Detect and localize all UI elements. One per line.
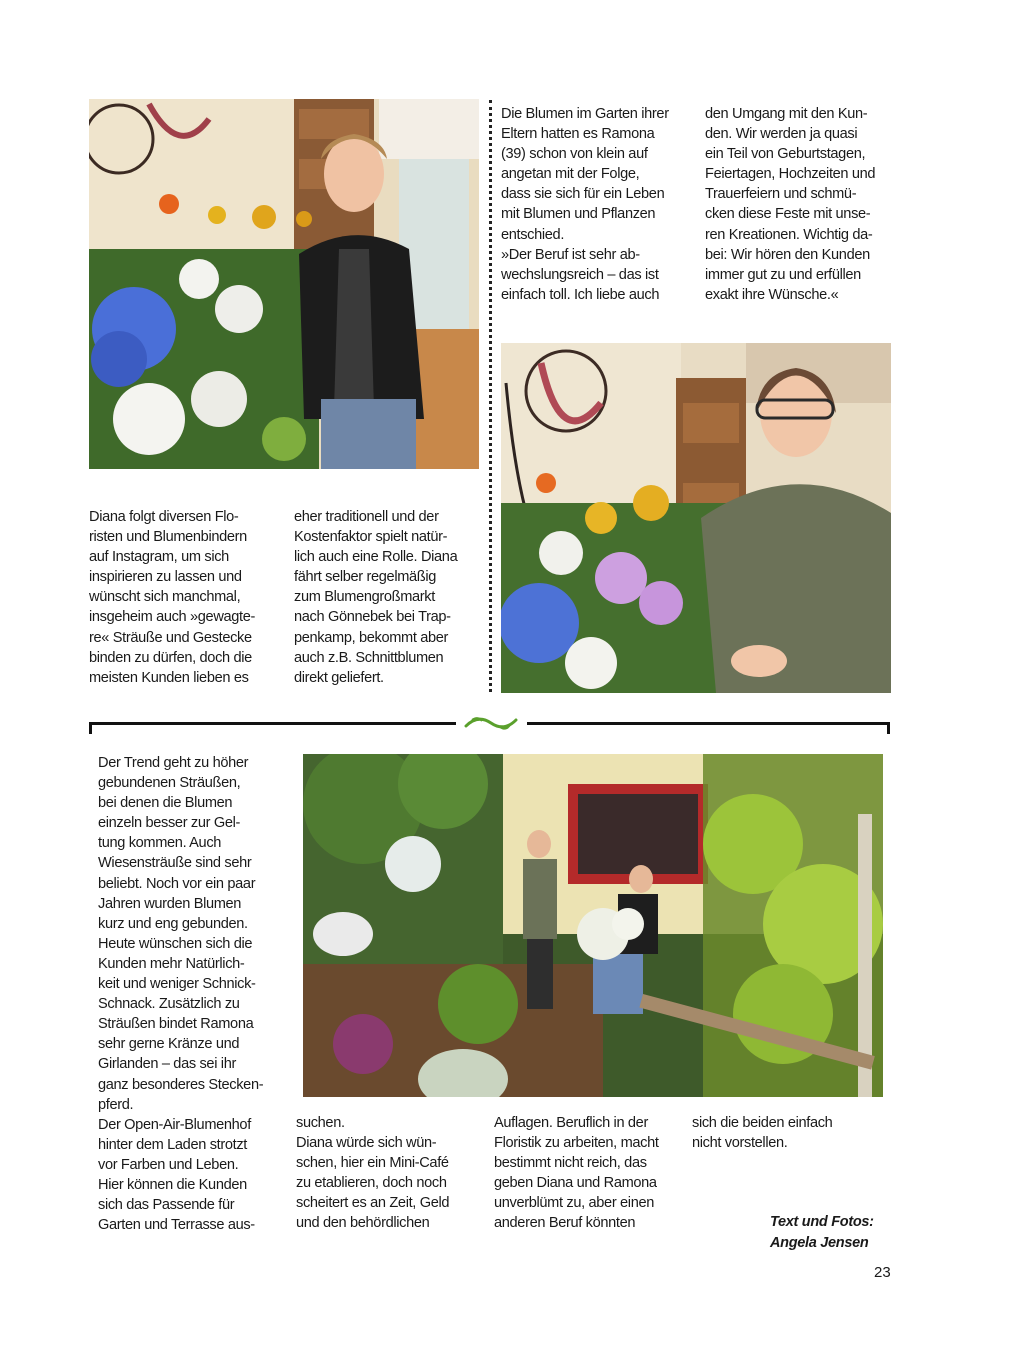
text-column-top-right-2: den Umgang mit den Kun- den. Wir werden ja quasi ein Teil von Geburtstagen, Feiertagen, Hochzeiten und Trauerfeiern und schmü- cken diese Feste mit unse- ren Kreationen. Wichtig da- bei: Wir hören den Kunden immer gut zu und erfüllen exakt ihre Wünsche.« bbox=[705, 106, 876, 303]
column-divider bbox=[489, 100, 492, 692]
leaf-ornament-icon bbox=[462, 712, 520, 734]
photo-diana bbox=[89, 99, 479, 469]
page-number: 23 bbox=[874, 1264, 891, 1281]
text-column-bottom-left: Der Trend geht zu höher gebundenen Sträußen, bei denen die Blumen einzeln besser zur Gel- tung kommen. Auch Wiesensträuße sind sehr beliebt. Noch vor ein paar Jahren wurden Blumen kurz und eng gebunden. Heute wünschen sich die Kunden mehr Natürlich- keit und weniger Schnick- Schnack. Zusätzlich zu Sträußen bindet Ramona sehr gerne Kränze und Girlanden – das sei ihr ganz besonderes Stecken- pferd. Der Open-Air-Blumenhof hinter dem Laden strotzt vor Farben und Leben. Hier können die Kunden sich das Passende für Garten und Terrasse aus- bbox=[98, 755, 264, 1234]
rule-end-left bbox=[89, 722, 92, 734]
text-column-mid-left-2: eher traditionell und der Kostenfaktor spielt natür- lich auch eine Rolle. Diana fährt selber regelmäßig zum Blumengroßmarkt nach Gönnebek bei Trap- penkamp, bekommt aber auch z.B. Schnittblumen direkt geliefert. bbox=[294, 509, 458, 686]
section-rule-left bbox=[89, 722, 456, 725]
photo-ramona bbox=[501, 343, 891, 693]
text-column-bottom-3: Auflagen. Beruflich in der Floristik zu arbeiten, macht bestimmt nicht reich, das geben Diana und Ramona unverblümt zu, aber einen anderen Beruf könnten bbox=[494, 1115, 659, 1232]
text-column-mid-left-1: Diana folgt diversen Flo- risten und Blumenbindern auf Instagram, um sich inspirieren zu lassen und wünscht sich manchmal, insgeheim auch »gewagte- re« Sträuße und Gestecke binden zu dürfen, doch die meisten Kunden lieben es bbox=[89, 509, 256, 686]
section-rule-right bbox=[527, 722, 890, 725]
rule-end-right bbox=[887, 722, 890, 734]
text-column-top-right-1: Die Blumen im Garten ihrer Eltern hatten es Ramona (39) schon von klein auf angetan mit der Folge, dass sie sich für ein Leben mit Blumen und Pflanzen entschied. »Der Beruf ist sehr ab- wechslungsreich – das ist einfach toll. Ich liebe auch bbox=[501, 106, 669, 303]
text-column-bottom-4: sich die beiden einfach nicht vorstellen. bbox=[692, 1115, 833, 1152]
text-column-bottom-2: suchen. Diana würde sich wün- schen, hier ein Mini-Café zu etablieren, doch noch scheitert es an Zeit, Geld und den behördlichen bbox=[296, 1115, 450, 1232]
photo-credit: Text und Fotos: Angela Jensen bbox=[770, 1214, 874, 1251]
photo-courtyard bbox=[303, 754, 883, 1097]
